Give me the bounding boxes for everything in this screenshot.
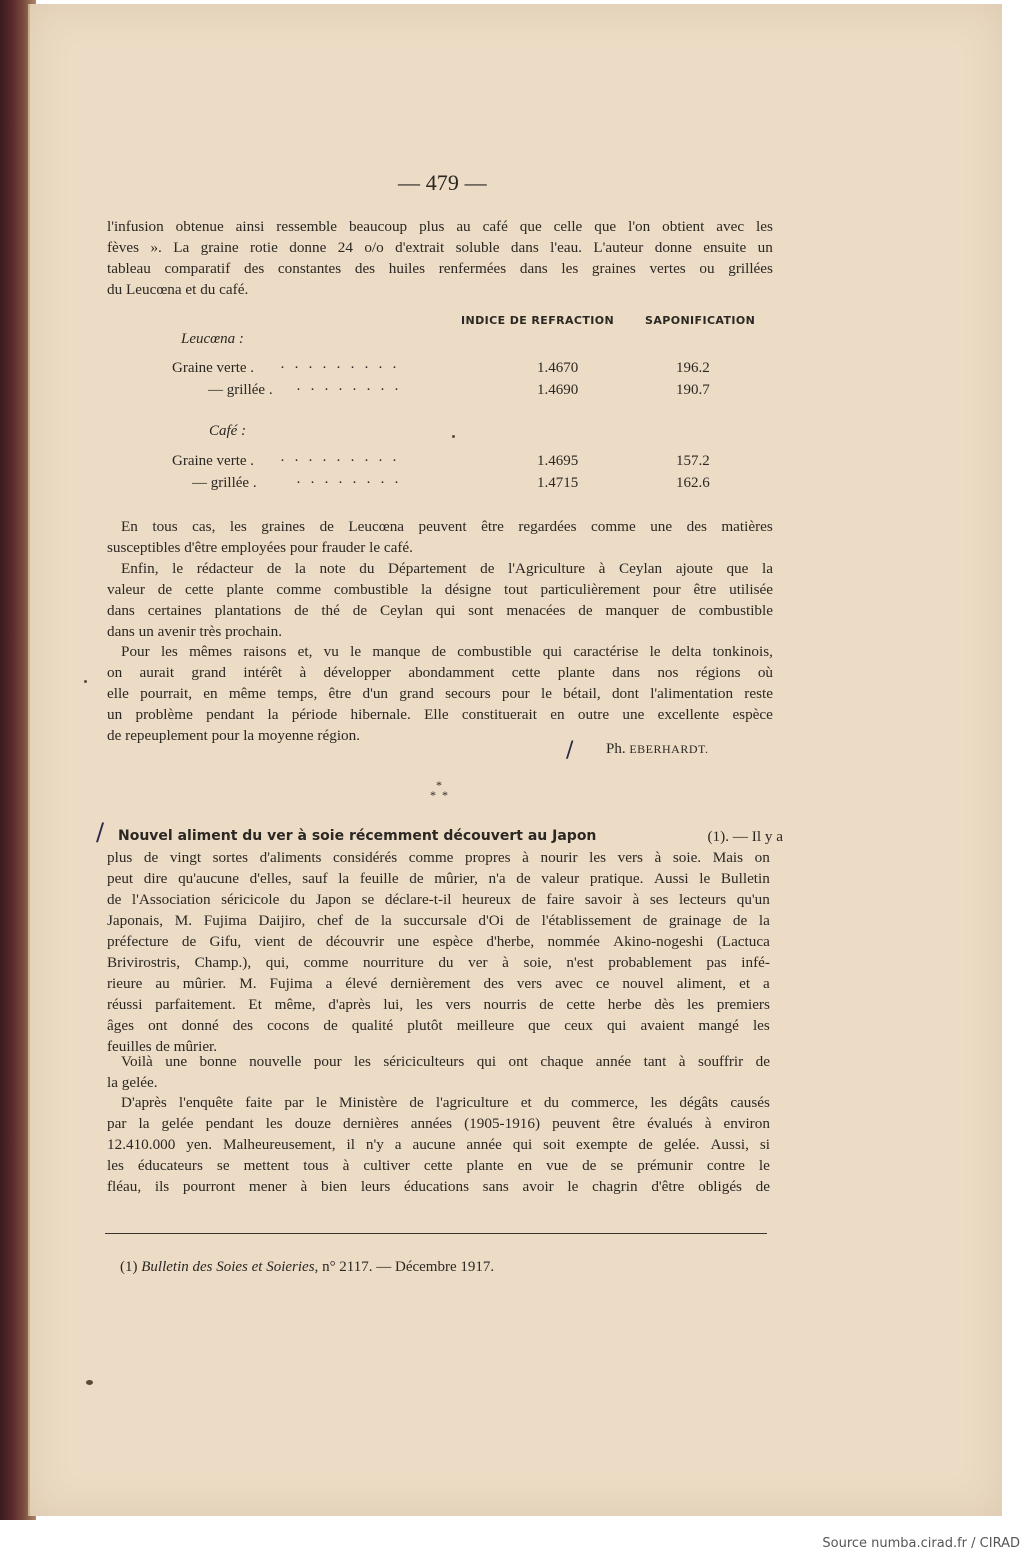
column-header-saponification: SAPONIFICATION bbox=[645, 314, 756, 327]
text-line: En tous cas, les graines de Leucœna peuvent être regardées comme une des matières bbox=[121, 518, 773, 535]
text-line: elle pourrait, en même temps, être d'un grand secours pour le bétail, dont l'alimentation reste bbox=[107, 685, 773, 702]
paragraph-ceylan bbox=[107, 558, 773, 642]
paragraph-intro bbox=[107, 216, 773, 300]
text-line: préfecture de Gifu, vient de découvrir une espèce d'herbe, nommée Akino-nogeshi (Lactuca bbox=[107, 933, 770, 950]
text-line: peut dire qu'aucune d'elles, sauf la feuille de mûrier, n'a de valeur pratique. Aussi le Bulletin bbox=[107, 870, 770, 887]
group-label: Café : bbox=[209, 423, 247, 439]
text-line: l'infusion obtenue ainsi ressemble beaucoup plus au café que celle que l'on obtient avec les bbox=[107, 218, 773, 235]
text-line: 12.410.000 yen. Malheureusement, il n'y a aucune année qui soit exempte de gelée. Aussi, si bbox=[107, 1136, 770, 1153]
footnote-source: Bulletin des Soies et Soieries, bbox=[141, 1259, 319, 1275]
text-line: du Leucœna et du café. bbox=[107, 281, 249, 298]
paragraph-frost-damage bbox=[107, 1092, 770, 1197]
text-line: dans un avenir très prochain. bbox=[107, 623, 283, 640]
author-name: EBERHARDT. bbox=[629, 742, 709, 756]
article-title: Nouvel aliment du ver à soie récemment découvert au Japon bbox=[118, 828, 597, 844]
refraction-value: 1.4715 bbox=[537, 475, 579, 491]
text-line: les éducateurs se mettent tous à cultiver cette plante en vue de se prémunir contre le bbox=[107, 1157, 770, 1174]
paragraph-good-news bbox=[107, 1051, 770, 1093]
text-line: susceptibles d'être employées pour frauder le café. bbox=[107, 539, 413, 556]
leader-dots: ········ bbox=[296, 382, 408, 398]
text-line: valeur de cette plante comme combustible la désigne tout particulièrement pour être utilisée bbox=[107, 581, 773, 598]
refraction-value: 1.4695 bbox=[537, 453, 579, 469]
saponification-value: 190.7 bbox=[676, 382, 710, 398]
paragraph-fraud bbox=[107, 516, 773, 558]
source-credit: Source numba.cirad.fr / CIRAD bbox=[822, 1536, 1020, 1551]
text-line: dans certaines plantations de thé de Ceylan qui sont menacées de manquer de combustible bbox=[107, 602, 773, 619]
author-signature bbox=[606, 741, 708, 758]
text-line: fèves ». La graine rotie donne 24 o/o d'extrait soluble dans l'eau. L'auteur donne ensuite un bbox=[107, 239, 773, 256]
text-line: Japonais, M. Fujima Daijiro, chef de la succursale d'Oi de l'établissement de grainage de la bbox=[107, 912, 770, 929]
row-label: Graine verte . bbox=[172, 360, 255, 376]
column-header-refraction: INDICE DE REFRACTION bbox=[461, 314, 615, 327]
text-line: de repeuplement pour la moyenne région. bbox=[107, 727, 361, 744]
paper-speck bbox=[84, 680, 87, 683]
page-number: — 479 — bbox=[398, 170, 487, 195]
text-line: Pour les mêmes raisons et, vu le manque de combustible qui caractérise le delta tonkinois, bbox=[121, 643, 773, 660]
footnote-detail: n° 2117. — Décembre 1917. bbox=[322, 1259, 495, 1275]
text-line: par la gelée pendant les douze dernières années (1905-1916) peuvent être évalués à environ bbox=[107, 1115, 770, 1132]
text-line: de l'Association séricicole du Japon se déclare-t-il heureux de faire savoir à ses lecteurs qu'un bbox=[107, 891, 770, 908]
leader-dots: ········ bbox=[296, 475, 408, 491]
article-heading-line bbox=[118, 826, 783, 847]
paragraph-tonkin bbox=[107, 641, 773, 746]
handwritten-mark: / bbox=[566, 738, 574, 763]
row-label: — grillée . bbox=[208, 382, 273, 398]
text-line: Enfin, le rédacteur de la note du Département de l'Agriculture à Ceylan ajoute que la bbox=[121, 560, 773, 577]
text-line: âges ont donné des cocons de qualité plutôt meilleure que ceux qui avaient mangé les bbox=[107, 1017, 770, 1034]
refraction-value: 1.4670 bbox=[537, 360, 579, 376]
text-line: D'après l'enquête faite par le Ministère de l'agriculture et du commerce, les dégâts causés bbox=[121, 1094, 770, 1111]
leader-dots: ········· bbox=[280, 360, 406, 376]
asterism-bottom: * * bbox=[430, 788, 448, 802]
footnote bbox=[120, 1259, 494, 1276]
text-line: on aurait grand intérêt à développer abondamment cette plante dans nos régions où bbox=[107, 664, 773, 681]
leader-dots: ········· bbox=[280, 453, 406, 469]
handwritten-mark: / bbox=[96, 818, 105, 846]
text-line: fléau, ils pourront mener à bien leurs éducations sans avoir le chagrin d'être obligés de bbox=[107, 1178, 770, 1195]
paper-speck bbox=[452, 435, 455, 438]
article-title-reference: (1). — Il y a bbox=[707, 828, 783, 845]
text-line: Voilà une bonne nouvelle pour les sériciculteurs qui ont chaque année tant à souffrir de bbox=[121, 1053, 770, 1070]
footnote-number: (1) bbox=[120, 1259, 138, 1275]
paper-speck bbox=[86, 1380, 93, 1385]
text-line: la gelée. bbox=[107, 1074, 158, 1091]
text-line: un problème pendant la période hibernale. Elle constituerait en outre une excellente espèce bbox=[107, 706, 773, 723]
footnote-separator bbox=[105, 1233, 767, 1234]
saponification-value: 157.2 bbox=[676, 453, 710, 469]
group-label: Leucœna : bbox=[181, 331, 244, 347]
text-line: feuilles de mûrier. bbox=[107, 1038, 218, 1055]
text-line: tableau comparatif des constantes des huiles renfermées dans les graines vertes ou grillées bbox=[107, 260, 773, 277]
saponification-value: 196.2 bbox=[676, 360, 710, 376]
article-body bbox=[107, 847, 770, 1057]
row-label: — grillée . bbox=[192, 475, 257, 491]
refraction-value: 1.4690 bbox=[537, 382, 579, 398]
section-asterism bbox=[424, 780, 454, 800]
text-line: plus de vingt sortes d'aliments considérés comme propres à nourir les vers à soie. Mais on bbox=[107, 849, 770, 866]
asterism-top: * bbox=[436, 778, 442, 792]
text-line: réussi parfaitement. Et même, d'après lui, les vers nourris de cette herbe dès les premiers bbox=[107, 996, 770, 1013]
text-line: Brivirostris, Champ.), qui, comme nourriture du ver à soie, n'est probablement pas infé- bbox=[107, 954, 770, 971]
saponification-value: 162.6 bbox=[676, 475, 710, 491]
text-line: rieure au mûrier. M. Fujima a élevé dernièrement des vers avec ce nouvel aliment, et a bbox=[107, 975, 770, 992]
author-initials: Ph. bbox=[606, 741, 626, 757]
row-label: Graine verte . bbox=[172, 453, 255, 469]
